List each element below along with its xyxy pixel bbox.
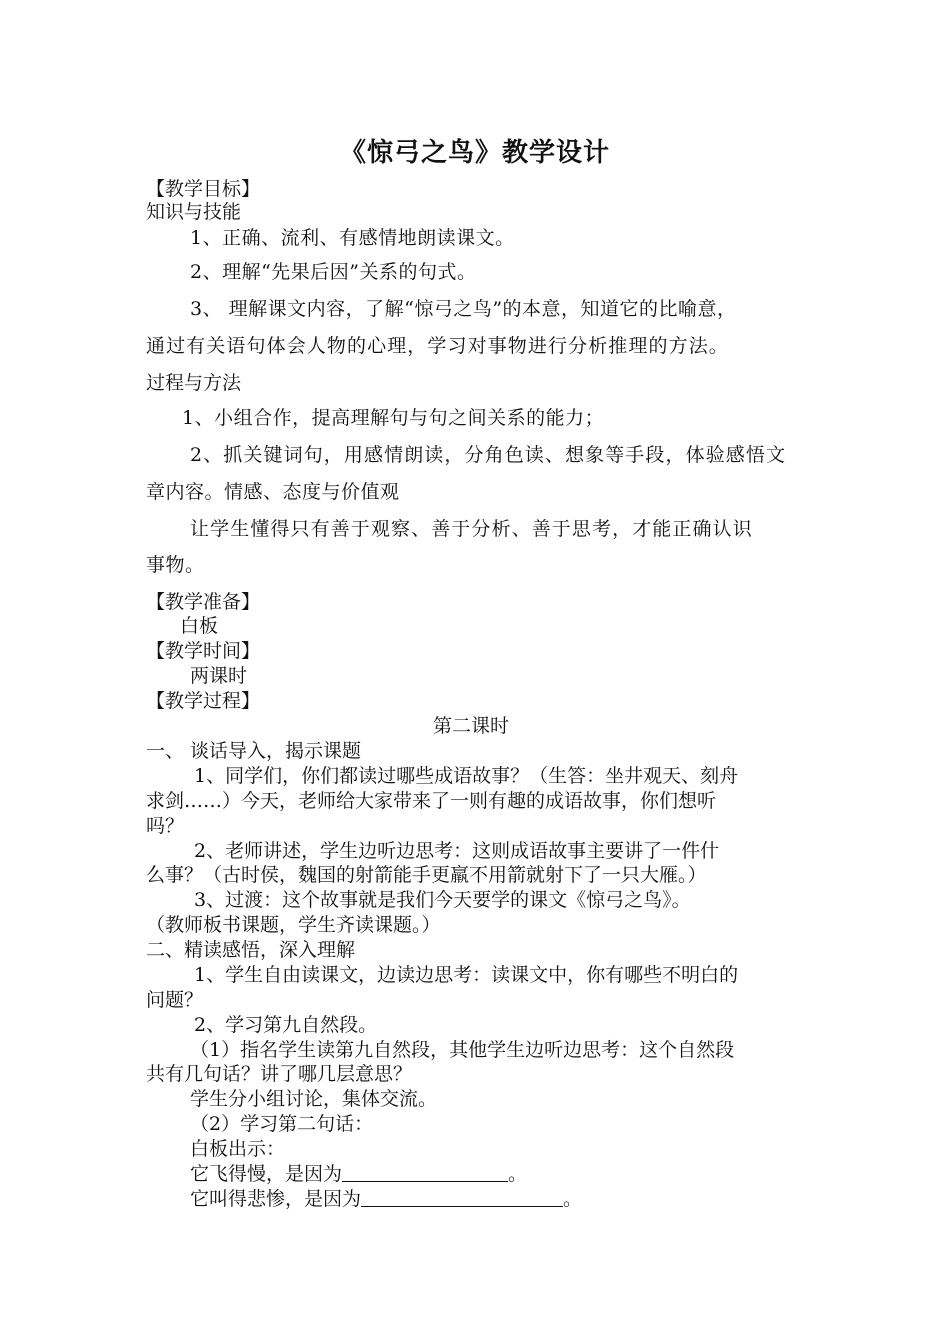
preparation-heading: 【教学准备】 (146, 591, 261, 613)
process-heading: 过程与方法 (146, 372, 242, 394)
knowledge-item-1: 1、正确、流利、有感情地朗读课文。 (190, 227, 515, 249)
section2-line-5: 共有几句话？讲了哪几层意思？ (146, 1063, 413, 1085)
section2-line-8: 白板出示： (190, 1138, 286, 1160)
fill-blank-1 (190, 1161, 527, 1187)
section1-line-5: 么事？（古时侯，魏国的射箭能手更羸不用箭就射下了一只大雁。） (146, 864, 707, 886)
emotion-item-1: 让学生懂得只有善于观察、善于分析、善于思考，才能正确认识 (190, 518, 753, 540)
process-item-1: 1、小组合作，提高理解句与句之间关系的能力； (182, 407, 605, 429)
section2-heading: 二、精读感悟，深入理解 (146, 939, 356, 961)
process-section-heading: 【教学过程】 (146, 690, 261, 712)
section1-heading: 一、 谈话导入，揭示课题 (146, 740, 362, 762)
section1-line-6: 3、过渡：这个故事就是我们今天要学的课文《惊弓之鸟》。 (194, 889, 691, 911)
knowledge-heading: 知识与技能 (146, 201, 242, 223)
fill-blank-2-suffix: 。 (563, 1188, 583, 1210)
process-item-2: 2、抓关键词句，用感情朗读，分角色读、想象等手段，体验感悟文 (190, 444, 787, 466)
section2-line-7: （2）学习第二句话： (190, 1113, 374, 1135)
lesson-label: 第二课时 (433, 715, 510, 737)
document-title: 《惊弓之鸟》教学设计 (339, 138, 610, 168)
section2-line-4: （1）指名学生读第九自然段，其他学生边听边思考：这个自然段 (190, 1039, 735, 1061)
fill-blank-1-line (342, 1163, 508, 1182)
section1-line-3: 吗？ (146, 815, 185, 837)
knowledge-item-3: 3、 理解课文内容，了解“惊弓之鸟”的本意，知道它的比喻意， (190, 298, 737, 320)
knowledge-item-3-cont: 通过有关语句体会人物的心理，学习对事物进行分析推理的方法。 (146, 335, 729, 357)
fill-blank-2-line (361, 1188, 563, 1207)
process-item-2-cont: 章内容。情感、态度与价值观 (146, 481, 400, 503)
knowledge-item-2: 2、理解“先果后因”关系的句式。 (190, 261, 477, 283)
fill-blank-2-prefix: 它叫得悲惨，是因为 (190, 1188, 362, 1210)
objectives-heading: 【教学目标】 (146, 178, 261, 200)
fill-blank-1-suffix: 。 (508, 1163, 528, 1185)
section1-line-1: 1、同学们，你们都读过哪些成语故事？（生答：坐井观天、刻舟 (194, 765, 739, 787)
section1-line-4: 2、老师讲述，学生边听边思考：这则成语故事主要讲了一件什 (194, 840, 720, 862)
section2-line-1: 1、学生自由读课文，边读边思考：读课文中，你有哪些不明白的 (194, 964, 739, 986)
section1-line-7: （教师板书课题，学生齐读课题。） (146, 914, 441, 936)
section1-line-2: 求剑……）今天，老师给大家带来了一则有趣的成语故事，你们想听 (146, 790, 717, 812)
fill-blank-2 (190, 1186, 582, 1212)
section2-line-6: 学生分小组讨论，集体交流。 (190, 1088, 438, 1110)
emotion-item-1-cont: 事物。 (146, 554, 205, 576)
fill-blank-1-prefix: 它飞得慢，是因为 (190, 1163, 343, 1185)
section2-line-3: 2、学习第九自然段。 (194, 1014, 378, 1036)
time-content: 两课时 (190, 665, 248, 687)
preparation-content: 白板 (180, 615, 219, 637)
section2-line-2: 问题？ (146, 989, 204, 1011)
time-heading: 【教学时间】 (146, 640, 261, 662)
